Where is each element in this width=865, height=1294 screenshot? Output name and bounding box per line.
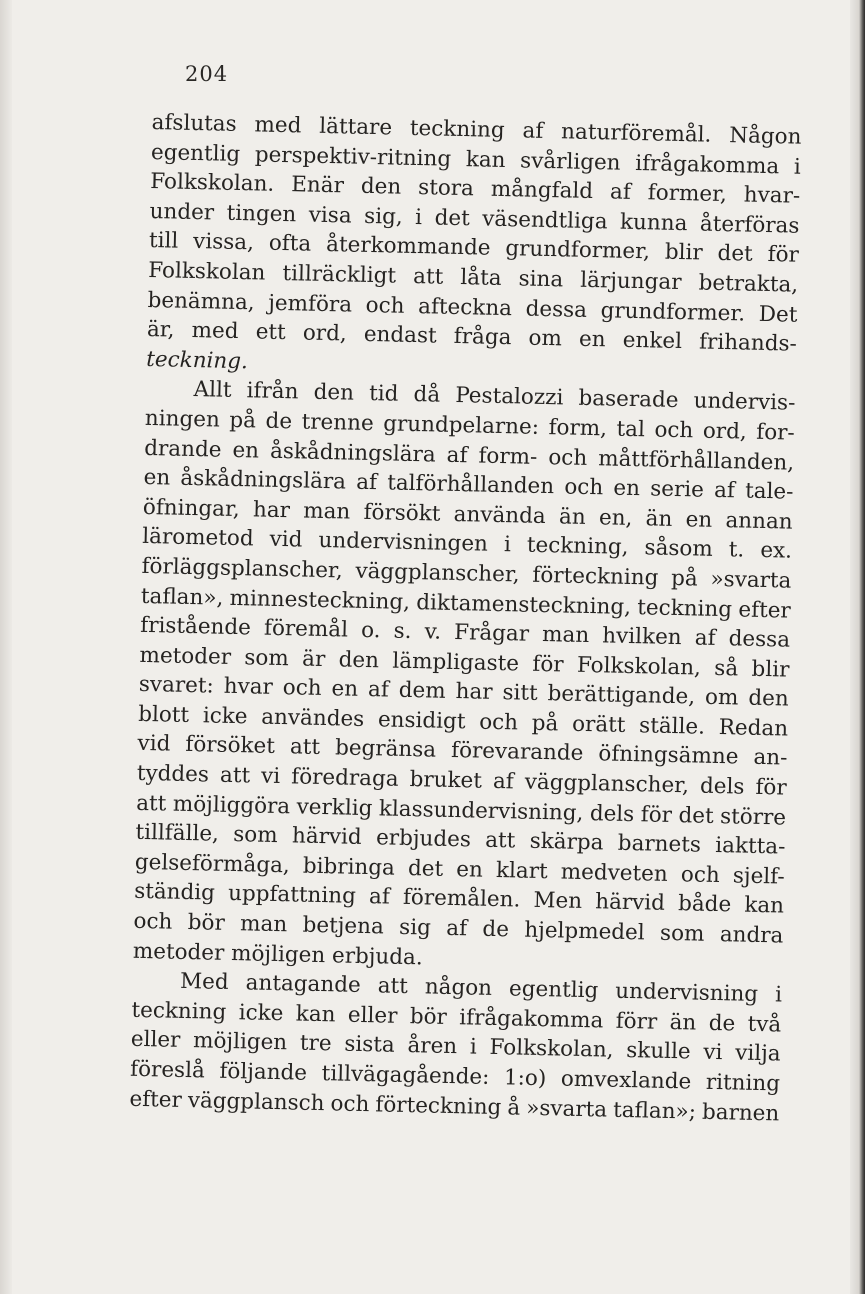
text-line: fristående föremål o. s. v. Frågar man hvilken af dessa: [139, 612, 791, 653]
text-line: och bör man betjena sig af de hjelpmedel som andra: [133, 908, 784, 949]
text-line: öfningar, har man försökt använda än en, än en annan: [142, 494, 793, 535]
text-line: ständig uppfattning af föremålen. Men härvid både kan: [133, 879, 785, 919]
text-line: teckning.: [146, 346, 249, 374]
text-line: förläggsplanscher, väggplanscher, förteckning på »svarta: [141, 553, 792, 594]
text-line: metoder möjligen erbjuda.: [132, 938, 423, 970]
text-line: blott icke användes ensidigt och på orätt ställe. Redan: [137, 701, 789, 742]
page-edge: [850, 0, 865, 1294]
text-line: ningen på de trenne grundpelarne: form, tal och ord, for-: [144, 405, 795, 446]
paragraph-3: [129, 966, 782, 1129]
text-line: Folkskolan tillräckligt att låta sina lärjungar betrakta,: [148, 257, 799, 298]
text-line: är, med ett ord, endast fråga om en enkel frihands-: [146, 317, 798, 357]
paragraph-2: [133, 374, 796, 980]
text-line: att möjliggöra verklig klassundervisning, dels för det större: [135, 790, 787, 831]
page-number: 204: [185, 62, 229, 86]
text-line: eller möjligen tre sista åren i Folkskolan, skulle vi vilja: [130, 1027, 781, 1067]
text-line: Med antagande att någon egentlig undervisning i: [179, 969, 783, 1008]
text-line: efter väggplansch och förteckning å »svarta taflan»; barnen: [129, 1086, 780, 1127]
text-line: gelseförmåga, bibringa det en klart medveten och sjelf-: [134, 849, 785, 890]
text-line: teckning icke kan eller bör ifrågakomma förr än de två: [131, 997, 782, 1038]
text-line: vid försöket att begränsa förevarande öfningsämne an-: [137, 731, 788, 772]
text-line: taflan», minnesteckning, diktamensteckning, teckning efter: [140, 583, 792, 624]
text-line: metoder som är den lämpligaste för Folkskolan, så blir: [139, 642, 790, 683]
text-line: svaret: hvar och en af dem har sitt berättigande, om den: [138, 672, 789, 712]
text-line: Folkskolan. Enär den stora mångfald af former, hvar-: [150, 169, 801, 209]
paragraph-1: [146, 108, 802, 389]
text-line: Allt ifrån den tid då Pestalozzi baserade undervis-: [193, 377, 796, 417]
text-line: tyddes att vi föredraga bruket af väggplanscher, dels för: [136, 760, 787, 801]
text-line: drande en åskådningslära af form- och måttförhållanden,: [144, 435, 795, 476]
text-line: en åskådningslära af talförhållanden och en serie af tale-: [143, 465, 794, 505]
text-line: afslutas med lättare teckning af naturföremål. Någon: [151, 109, 802, 150]
body-text: [129, 108, 802, 1129]
text-line: under tingen visa sig, i det väsendtliga kunna återföras: [149, 198, 800, 239]
text-line: benämna, jemföra och afteckna dessa grundformer. Det: [147, 287, 798, 328]
text-line: föreslå följande tillvägagående: 1:o) omvexlande ritning: [129, 1056, 781, 1097]
text-line: tillfälle, som härvid erbjudes att skärpa barnets iaktta-: [135, 820, 786, 860]
text-line: till vissa, ofta återkommande grundformer, blir det för: [148, 228, 800, 269]
text-line: egentlig perspektiv-ritning kan svårligen ifrågakomma i: [150, 139, 802, 180]
text-line: lärometod vid undervisningen i teckning, såsom t. ex.: [141, 524, 793, 564]
